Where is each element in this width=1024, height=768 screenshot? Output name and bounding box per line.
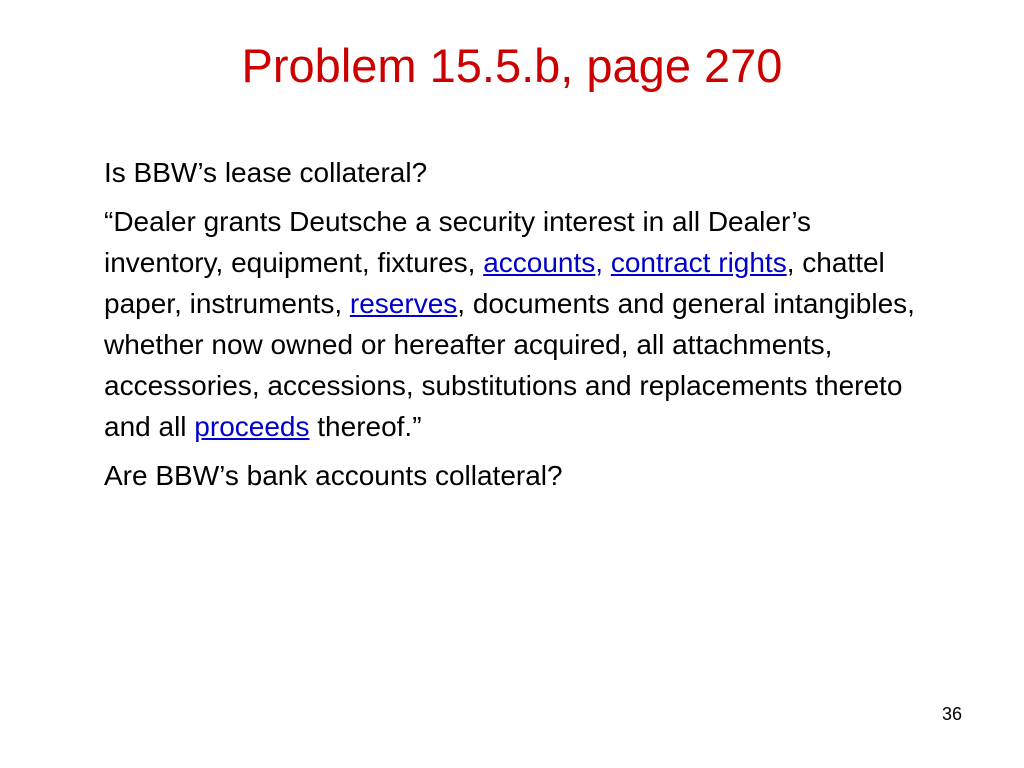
- quote-text-2: , chattel paper, instruments,: [104, 247, 885, 319]
- slide-title: Problem 15.5.b, page 270: [241, 39, 783, 92]
- quote-text-1: “Dealer grants Deutsche a security interest in all Dealer’s inventory, equipment, fixtures,: [104, 206, 812, 278]
- reserves-link[interactable]: reserves: [349, 288, 458, 319]
- quote-text-4: thereof.”: [309, 411, 422, 442]
- question-bank-accounts: Are BBW’s bank accounts collateral?: [104, 460, 563, 491]
- accounts-link[interactable]: accounts: [483, 247, 596, 278]
- page-number: 36: [941, 704, 962, 724]
- contract-rights-link[interactable]: contract rights: [610, 247, 787, 278]
- question-lease: Is BBW’s lease collateral?: [104, 157, 428, 188]
- quote-text-3: , documents and general intangibles, whether now owned or hereafter acquired, all attachments, accessories, accessions, substitutions and replacements thereto and all: [104, 288, 915, 442]
- security-agreement-quote: [104, 201, 924, 447]
- proceeds-link[interactable]: proceeds: [194, 411, 310, 442]
- accounts-comma: ,: [595, 247, 604, 278]
- slide-body: [104, 152, 924, 496]
- quote-space: [603, 247, 611, 278]
